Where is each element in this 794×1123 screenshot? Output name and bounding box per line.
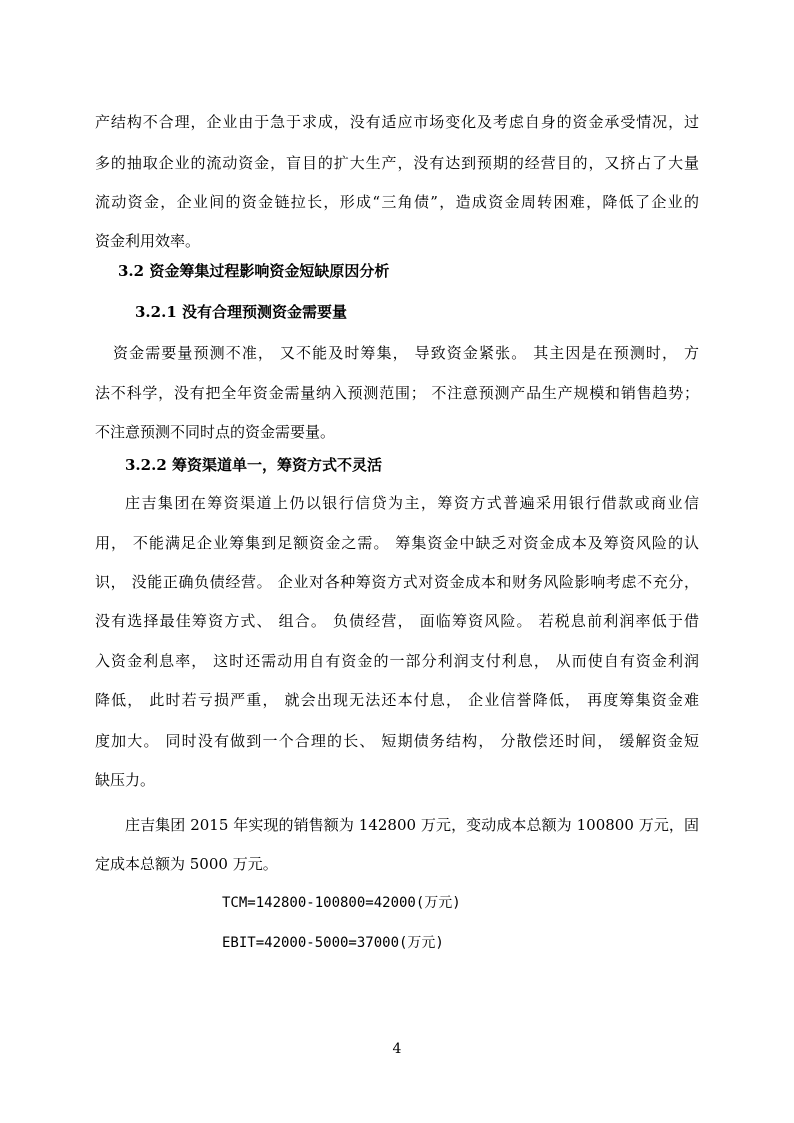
section-heading-3-2: 3.2 资金筹集过程影响资金短缺原因分析	[118, 262, 390, 280]
body-line: 资金需要量预测不准， 又不能及时筹集， 导致资金紧张。 其主因是在预测时， 方	[113, 344, 699, 362]
body-line: 庄吉集团 2015 年实现的销售额为 142800 万元，变动成本总额为 100800 万元，固	[125, 816, 699, 834]
subsection-heading-3-2-1: 3.2.1 没有合理预测资金需要量	[135, 303, 347, 321]
body-line: 缺压力。	[95, 771, 156, 789]
body-line: 资金利用效率。	[95, 232, 201, 250]
formula-tcm: TCM=142800-100800=42000(万元)	[222, 895, 461, 911]
subsection-heading-3-2-2: 3.2.2 筹资渠道单一，筹资方式不灵活	[125, 456, 382, 474]
body-line: 庄吉集团在筹资渠道上仍以银行信贷为主，筹资方式普遍采用银行借款或商业信	[125, 494, 699, 512]
body-line: 定成本总额为 5000 万元。	[95, 855, 278, 873]
body-line: 降低， 此时若亏损严重， 就会出现无法还本付息， 企业信誉降低， 再度筹集资金难	[95, 691, 699, 709]
body-line: 不注意预测不同时点的资金需要量。	[95, 423, 336, 441]
body-line: 度加大。 同时没有做到一个合理的长、 短期债务结构， 分散偿还时间， 缓解资金短	[95, 732, 699, 750]
body-line: 法不科学，没有把全年资金需量纳入预测范围； 不注意预测产品生产规模和销售趋势；	[95, 384, 699, 402]
body-line: 多的抽取企业的流动资金，盲目的扩大生产，没有达到预期的经营目的，又挤占了大量	[95, 154, 699, 172]
body-line: 没有选择最佳筹资方式、 组合。 负债经营， 面临筹资风险。 若税息前利润率低于借	[95, 612, 699, 630]
body-line: 产结构不合理，企业由于急于求成，没有适应市场变化及考虑自身的资金承受情况，过	[95, 113, 699, 131]
body-line: 流动资金，企业间的资金链拉长，形成“三角债”，造成资金周转困难，降低了企业的	[95, 193, 699, 211]
body-line: 用， 不能满足企业筹集到足额资金之需。 筹集资金中缺乏对资金成本及筹资风险的认	[95, 534, 699, 552]
page-number: 4	[392, 1041, 402, 1057]
body-line: 入资金利息率， 这时还需动用自有资金的一部分利润支付利息， 从而使自有资金利润	[95, 652, 699, 670]
body-line: 识， 没能正确负债经营。 企业对各种筹资方式对资金成本和财务风险影响考虑不充分，	[95, 573, 699, 591]
formula-ebit: EBIT=42000-5000=37000(万元)	[222, 935, 444, 951]
